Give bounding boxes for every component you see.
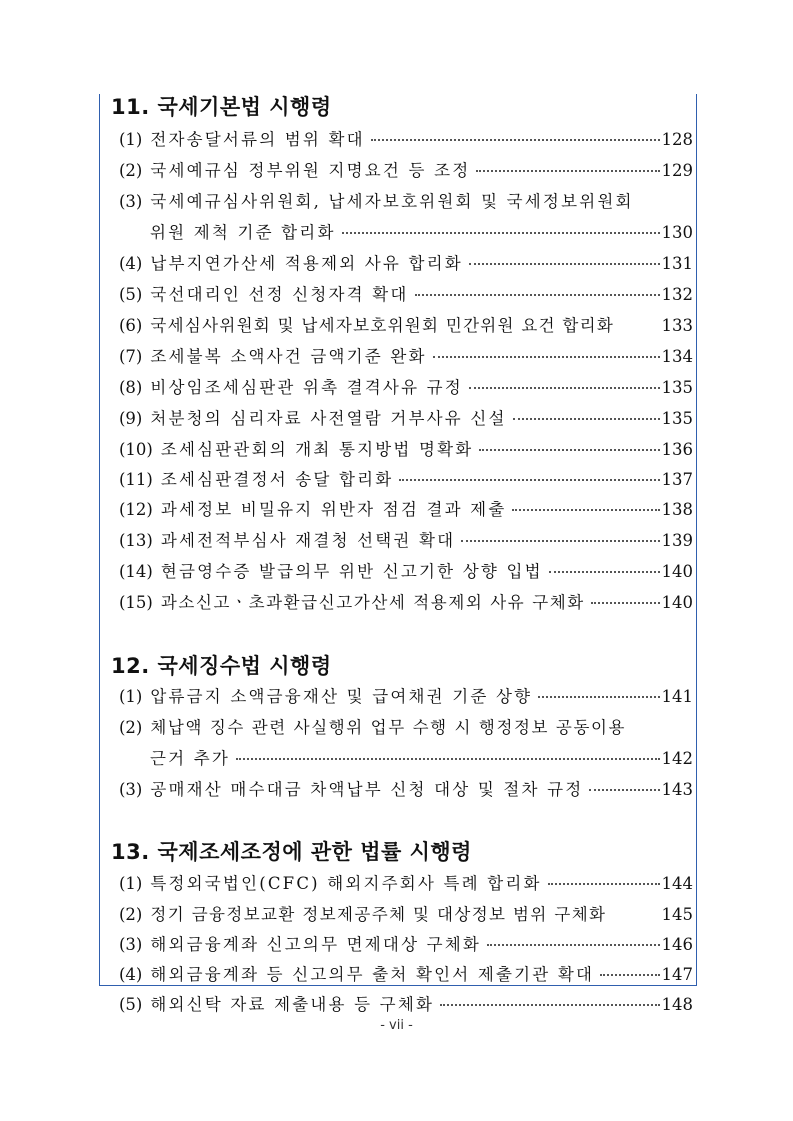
dot-leader xyxy=(371,133,660,141)
entry-number: (11) xyxy=(119,470,153,489)
dot-leader xyxy=(415,288,660,296)
entry-title: 해외금융계좌 신고의무 면제대상 구체화 xyxy=(150,935,482,954)
entry-title: 처분청의 심리자료 사전열람 거부사유 신설 xyxy=(150,409,507,428)
entry-title: 국세예규심사위원회, 납세자보호위원회 및 국세정보위원회 xyxy=(150,192,634,211)
toc-entry[interactable] xyxy=(119,465,693,495)
dot-leader xyxy=(487,938,659,946)
entry-number: (10) xyxy=(119,440,153,459)
entry-page: 139 xyxy=(661,531,693,550)
entry-page: 135 xyxy=(661,378,693,397)
toc-entry[interactable] xyxy=(119,280,693,310)
entry-number: (5) xyxy=(119,995,143,1014)
entry-number: (8) xyxy=(119,378,143,397)
entry-title: 정기 금융정보교환 정보제공주체 및 대상정보 범위 구체화 xyxy=(150,905,607,924)
entry-page: 138 xyxy=(661,500,693,519)
toc-entry[interactable] xyxy=(119,187,693,217)
entry-number: (2) xyxy=(119,161,143,180)
entry-title: 공매재산 매수대금 차액납부 신청 대상 및 절차 규정 xyxy=(150,780,584,799)
entry-page: 145 xyxy=(661,905,693,924)
toc-entry[interactable] xyxy=(119,869,693,899)
dot-leader xyxy=(513,412,660,420)
entry-number: (7) xyxy=(119,347,143,366)
entry-title: 조세심판관회의 개최 통지방법 명확화 xyxy=(160,440,474,459)
entry-page: 131 xyxy=(661,254,693,273)
entry-page: 135 xyxy=(661,409,693,428)
entry-number: (12) xyxy=(119,500,153,519)
entry-page: 136 xyxy=(661,440,693,459)
entry-title: 국세예규심 정부위원 지명요건 등 조정 xyxy=(150,161,471,180)
entry-page: 133 xyxy=(661,316,693,335)
entry-page: 141 xyxy=(661,687,693,706)
entry-number: (2) xyxy=(119,905,143,924)
entry-title: 과세정보 비밀유지 위반자 점검 결과 제출 xyxy=(160,500,507,519)
dot-leader xyxy=(236,752,659,760)
entry-number: (3) xyxy=(119,780,143,799)
entry-number: (1) xyxy=(119,874,143,893)
entry-page: 143 xyxy=(661,780,693,799)
section-title: 11. 국세기본법 시행령 xyxy=(111,95,332,119)
entry-number: (6) xyxy=(119,316,143,335)
dot-leader xyxy=(342,226,660,234)
dot-leader xyxy=(461,534,659,542)
dot-leader xyxy=(606,910,661,916)
toc-entry[interactable] xyxy=(119,435,693,465)
section-title: 13. 국제조세조정에 관한 법률 시행령 xyxy=(111,840,472,864)
entry-number: (4) xyxy=(119,965,143,984)
entry-title: 압류금지 소액금융재산 및 급여채권 기준 상향 xyxy=(150,687,533,706)
dot-leader xyxy=(549,565,660,573)
toc-entry-continuation[interactable] xyxy=(150,744,693,774)
entry-title: 국세심사위원회 및 납세자보호위원회 민간위원 요건 합리화 xyxy=(150,316,615,335)
toc-entry[interactable] xyxy=(119,900,693,930)
dot-leader xyxy=(440,998,659,1006)
entry-page: 130 xyxy=(661,223,693,242)
toc-entry[interactable] xyxy=(119,311,693,341)
entry-title: 해외금융계좌 등 신고의무 출처 확인서 제출기관 확대 xyxy=(150,965,595,984)
entry-page: 148 xyxy=(661,995,693,1014)
toc-entry[interactable] xyxy=(119,713,693,743)
dot-leader xyxy=(512,503,659,511)
entry-page: 137 xyxy=(661,470,693,489)
entry-number: (1) xyxy=(119,130,143,149)
toc-entry[interactable] xyxy=(119,682,693,712)
entry-page: 146 xyxy=(661,935,693,954)
entry-number: (4) xyxy=(119,254,143,273)
entry-page: 142 xyxy=(661,749,693,768)
toc-entry[interactable] xyxy=(119,373,693,403)
entry-title-continued: 위원 제척 기준 합리화 xyxy=(150,223,336,242)
toc-entry[interactable] xyxy=(119,125,693,155)
entry-page: 129 xyxy=(661,161,693,180)
entry-title: 국선대리인 선정 신청자격 확대 xyxy=(150,285,409,304)
entry-title: 조세불복 소액사건 금액기준 완화 xyxy=(150,347,427,366)
toc-entry[interactable] xyxy=(119,930,693,960)
toc-entry[interactable] xyxy=(119,588,693,618)
entry-page: 140 xyxy=(661,562,693,581)
entry-number: (9) xyxy=(119,409,143,428)
toc-entry[interactable] xyxy=(119,404,693,434)
entry-number: (3) xyxy=(119,192,143,211)
dot-leader xyxy=(591,596,660,604)
toc-entry[interactable] xyxy=(119,342,693,372)
entry-number: (15) xyxy=(119,593,153,612)
entry-title: 현금영수증 발급의무 위반 신고기한 상향 입법 xyxy=(160,562,543,581)
entry-title: 전자송달서류의 범위 확대 xyxy=(150,130,365,149)
dot-leader xyxy=(399,473,659,481)
dot-leader xyxy=(476,164,659,172)
entry-page: 140 xyxy=(661,593,693,612)
toc-entry[interactable] xyxy=(119,960,693,990)
entry-number: (1) xyxy=(119,687,143,706)
toc-entry[interactable] xyxy=(119,990,693,1020)
dot-leader xyxy=(614,321,661,327)
entry-page: 144 xyxy=(661,874,693,893)
entry-page: 128 xyxy=(661,130,693,149)
toc-entry[interactable] xyxy=(119,526,693,556)
dot-leader xyxy=(548,877,660,885)
toc-entry[interactable] xyxy=(119,249,693,279)
entry-title: 체납액 징수 관련 사실행위 업무 수행 시 행정정보 공동이용 xyxy=(150,718,627,737)
entry-title: 과소신고ㆍ초과환급신고가산세 적용제외 사유 구체화 xyxy=(160,593,585,612)
toc-entry[interactable] xyxy=(119,775,693,805)
page-number: - vii - xyxy=(380,1018,413,1033)
dot-leader xyxy=(538,690,659,698)
entry-number: (2) xyxy=(119,718,143,737)
entry-title: 해외신탁 자료 제출내용 등 구체화 xyxy=(150,995,435,1014)
dot-leader xyxy=(589,783,659,791)
entry-page: 134 xyxy=(661,347,693,366)
toc-entry[interactable] xyxy=(119,156,693,186)
entry-number: (14) xyxy=(119,562,153,581)
toc-entry-continuation[interactable] xyxy=(150,218,693,248)
dot-leader xyxy=(479,443,659,451)
dot-leader xyxy=(469,257,660,265)
dot-leader xyxy=(433,350,660,358)
entry-title: 특정외국법인(CFC) 해외지주회사 특례 합리화 xyxy=(150,874,542,893)
entry-number: (13) xyxy=(119,531,153,550)
toc-entry[interactable] xyxy=(119,557,693,587)
entry-title: 납부지연가산세 적용제외 사유 합리화 xyxy=(150,254,463,273)
section-title: 12. 국세징수법 시행령 xyxy=(111,654,332,678)
entry-number: (3) xyxy=(119,935,143,954)
entry-title: 비상임조세심판관 위촉 결격사유 규정 xyxy=(150,378,463,397)
toc-entry[interactable] xyxy=(119,495,693,525)
entry-title-continued: 근거 추가 xyxy=(150,749,231,768)
entry-page: 147 xyxy=(661,965,693,984)
entry-title: 조세심판결정서 송달 합리화 xyxy=(160,470,394,489)
dot-leader xyxy=(600,968,659,976)
entry-title: 과세전적부심사 재결청 선택권 확대 xyxy=(160,531,456,550)
dot-leader xyxy=(469,381,660,389)
entry-number: (5) xyxy=(119,285,143,304)
entry-page: 132 xyxy=(661,285,693,304)
